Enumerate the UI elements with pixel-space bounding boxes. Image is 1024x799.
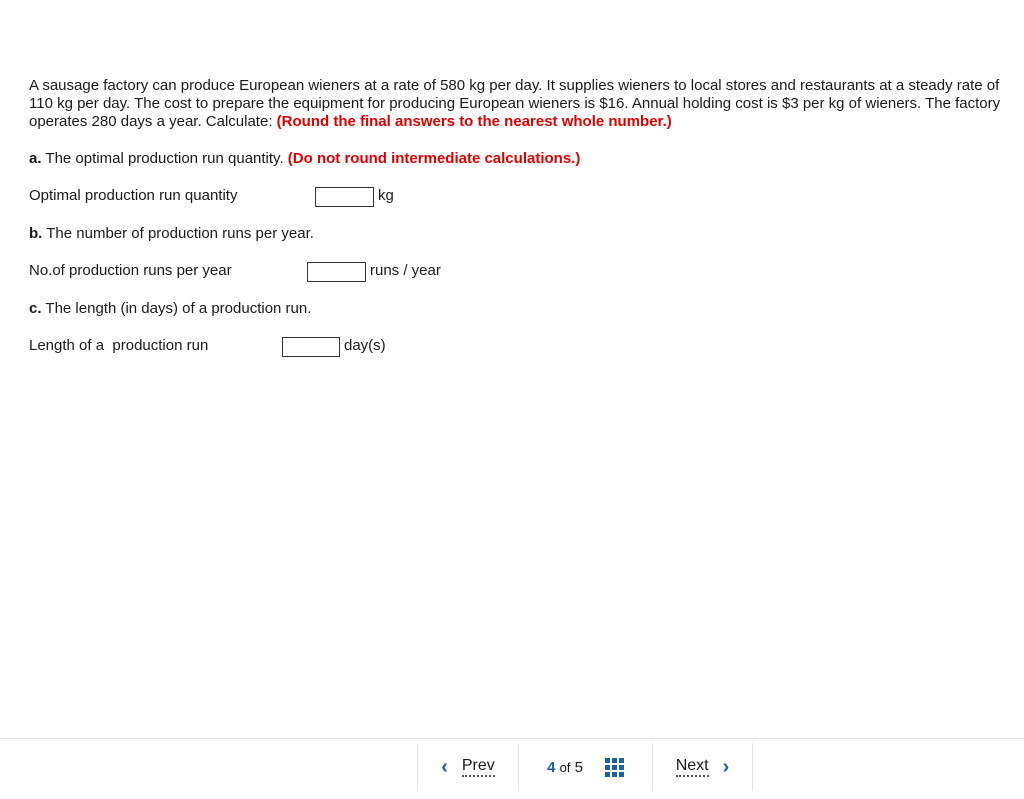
part-c-unit: day(s) <box>344 337 386 354</box>
prev-button[interactable] <box>417 743 518 791</box>
part-c-label: Length of a production run <box>29 337 209 354</box>
part-c-prompt <box>29 300 311 318</box>
part-c-text: The length (in days) of a production run. <box>45 300 312 317</box>
part-c-letter: c. <box>29 300 42 317</box>
optimal-quantity-input[interactable] <box>315 187 374 207</box>
pagination-bar <box>417 743 753 791</box>
total-pages: 5 <box>574 758 583 776</box>
part-a-letter: a. <box>29 150 42 167</box>
part-a-note: (Do not round intermediate calculations.) <box>287 150 581 167</box>
run-length-input[interactable] <box>282 337 340 357</box>
part-a-text: The optimal production run quantity. <box>45 150 284 167</box>
part-a-prompt <box>29 150 580 168</box>
question-body: A sausage factory can produce European wieners at a rate of 580 kg per day. It supplies wieners to local stores and restaurants at a steady rate of 110 kg per day. The cost to prepare the equipment for producing European wieners is $16. Annual holding cost is $3 per kg of wieners. The factory operates 280 days a year. Calculate: <box>29 77 1001 130</box>
next-link[interactable]: Next <box>676 758 709 777</box>
part-b-label: No.of production runs per year <box>29 262 232 279</box>
part-b-letter: b. <box>29 225 43 242</box>
page-of: of <box>559 759 571 775</box>
page-indicator[interactable] <box>518 743 652 791</box>
part-a-label: Optimal production run quantity <box>29 187 238 204</box>
prev-link[interactable]: Prev <box>462 758 495 777</box>
part-a-unit: kg <box>378 187 394 204</box>
question-text <box>29 77 1004 131</box>
question-rounding-note: (Round the final answers to the nearest whole number.) <box>276 113 672 130</box>
runs-per-year-input[interactable] <box>307 262 366 282</box>
page-count <box>547 759 583 776</box>
part-b-unit: runs / year <box>370 262 441 279</box>
next-button[interactable] <box>652 743 753 791</box>
current-page: 4 <box>547 758 556 776</box>
chevron-left-icon: ‹ <box>441 755 448 778</box>
grid-icon[interactable] <box>605 758 624 777</box>
part-b-text: The number of production runs per year. <box>46 225 314 242</box>
footer-divider <box>0 738 1024 739</box>
part-b-prompt <box>29 225 314 243</box>
chevron-right-icon: › <box>722 755 730 778</box>
